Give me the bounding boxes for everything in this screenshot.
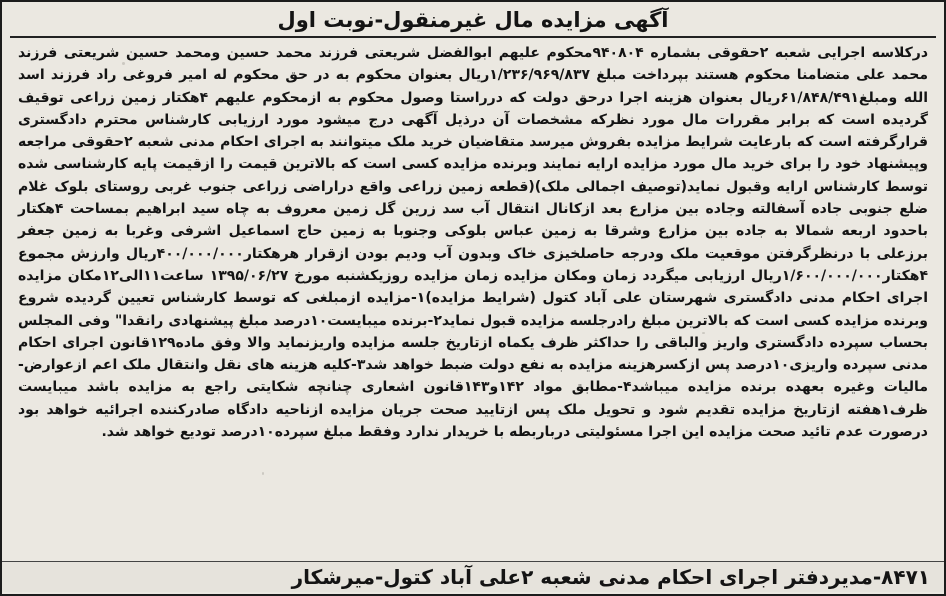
print-speck (122, 62, 125, 65)
notice-body: درکلاسه اجرایی شعبه ۲حقوقی بشماره ۹۴۰۸۰۴محکوم علیهم ابوالفضل شریعتی فرزند محمد حسین ومحمد حسین شریعتی فرزند محمد علی متضامنا محکوم هستند بپرداخت مبلغ ۱/۲۳۶/۹۶۹/۸۳۷ریال بعنوان محکوم به در حق محکوم له امیر فروغی راد فرزند اسد الله ومبلغ۶۱/۸۴۸/۴۹۱ریال بعنوان هزینه اجرا درحق دولت که درراستا وصول محکوم به ازمحکوم علیهم ۴هکتار زمین زراعی توقیف گردیده است که برابر مقررات مال مورد نظرکه مشخصات آن درذیل آگهی درج میشود مورد ارزیابی کارشناس محترم دادگستری قرارگرفته است که بارعایت شرایط مزایده بفروش میرسد متقاضیان خرید ملک میتوانند به اجرای احکام مدنی شعبه ۲حقوقی مراجعه وپیشنهاد خود را برای خرید مال مورد مزایده ارایه نمایند وبرنده مزایده کسی است که بالاترین قیمت را ازقیمت پایه کارشناسی شده توسط کارشناس ارایه وقبول نماید(توصیف اجمالی ملک)(قطعه زمین زراعی واقع دراراضی زراعی جنوب غربی روستای بلوک غلام ضلع جنوبی جاده آسفالته وجاده بین مزارع بعد ازکانال انتقال آب سد زرین گل زمین معروف به چاه سید ابراهیم بمساحت ۴هکتار باحدود اربعه شمالا به جاده بین مزارع وشرقا به زمین عباس بلوکی وجنوبا به زمین حاج اسماعیل اشرفی وغربا به زمین جعفر برزعلی با درنظرگرفتن موقعیت ملک ودرجه حاصلخیزی خاک وبدون آب ودیم بودن ازقرار هرهکتار۴۰۰/۰۰۰/۰۰۰ریال وارزش مجموع ۴هکتار۱/۶۰۰/۰۰۰/۰۰۰ریال ارزیابی میگردد زمان ومکان مزایده زمان مزایده روزیکشنبه مورخ ۱۳۹۵/۰۶/۲۷ ساعت۱۱الی۱۲مکان مزایده اجرای احکام مدنی دادگستری شهرستان علی آباد کتول (شرایط مزایده)۱-مزایده ازمبلغی که توسط کارشناس تعیین گردیده شروع وبرنده مزایده کسی است که بالاترین مبلغ رادرجلسه مزایده قبول نماید۲-برنده میبایست۱۰درصد مبلغ پیشنهادی رانقدا" وفی المجلس بحساب سپرده دادگستری واریز والباقی را حداکثر ظرف یکماه ازتاریخ جلسه مزایده واریزنماید والا وفق ماده۱۲۹قانون اجرای احکام مدنی سپرده واریزی۱۰درصد پس ازکسرهزینه مزایده به نفع دولت ضبط خواهد شد۳-کلیه هزینه های نقل وانتقال ملک اعم ازعوارض-مالیات وغیره بعهده برنده مزایده میباشد۴-مطابق مواد ۱۴۲و۱۴۳قانون اشعاری چنانچه شکایتی راجع به مزایده باشد میبایست ظرف۱هفته ازتاریخ مزایده تقدیم شود و تحویل ملک پس ازتایید صحت جریان مزایده ازناحیه دادگاه صادرکننده اجرائیه خواهد بود درصورت عدم تائید صحت مزایده این اجرا مسئولیتی درباربطه با خریدار ندارد وفقط مبلغ سپرده۱۰درصد تودیع خواهد شد. (18, 45, 929, 441)
print-speck (262, 472, 264, 475)
notice-footer: ۸۴۷۱-مدیردفتر اجرای احکام مدنی شعبه ۲علی آباد کتول-میرشکار (2, 561, 944, 592)
print-speck (412, 212, 414, 214)
notice-title: آگهی مزایده مال غیرمنقول-نوبت اول (277, 8, 669, 32)
print-speck (702, 332, 705, 334)
title-divider (10, 36, 936, 38)
